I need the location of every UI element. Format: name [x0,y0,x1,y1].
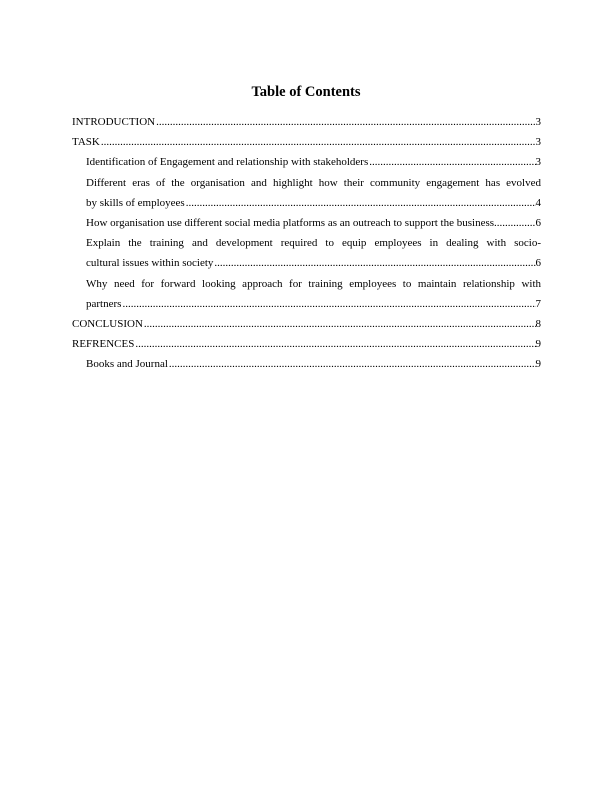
toc-entry-introduction[interactable] [72,112,541,132]
toc-entry-references[interactable] [72,334,541,354]
table-of-contents [72,112,541,375]
toc-leader-dots [369,152,535,172]
toc-entry-text-line1: Why need for forward looking approach for training employees to maintain relationship with [86,277,541,290]
toc-entry-forward-looking[interactable] [86,274,541,314]
toc-entry-text: Identification of Engagement and relationship with stakeholders [86,156,369,169]
toc-leader-dots [494,213,535,233]
toc-page-number: 4 [535,196,541,209]
toc-leader-dots [122,294,535,314]
toc-entry-text: cultural issues within society [86,257,214,270]
toc-entry-text: INTRODUCTION [72,116,156,128]
toc-entry-text: partners [86,297,122,310]
toc-entry-stakeholders[interactable] [86,152,541,172]
toc-page-number: 3 [535,116,541,128]
toc-entry-text-line1: Explain the training and development required to equip employees in dealing with socio- [86,237,541,250]
toc-leader-dots [101,132,536,152]
toc-entry-text: How organisation use different social media platforms as an outreach to support the business [86,217,495,230]
toc-entry-text-line1: Different eras of the organisation and highlight how their community engagement has evolved [86,176,541,189]
toc-page-number: 6 [535,217,541,230]
toc-title: Table of Contents [251,84,361,100]
toc-page-number: 3 [535,136,541,149]
toc-entry-text: Books and Journal [86,358,168,371]
toc-leader-dots [186,193,536,213]
toc-entry-task[interactable] [72,132,541,152]
toc-entry-eras[interactable] [86,173,541,213]
toc-entry-text: REFRENCES [72,338,135,351]
toc-page-number: 9 [535,338,541,351]
toc-leader-dots [135,334,535,354]
toc-entry-text: CONCLUSION [72,318,143,331]
toc-entry-training[interactable] [86,233,541,273]
toc-leader-dots [214,253,535,273]
toc-page-number: 9 [535,358,541,371]
toc-leader-dots [144,314,536,334]
toc-page-number: 7 [535,297,541,310]
toc-page-number: 8 [535,318,541,331]
toc-entry-text: TASK [72,136,100,149]
toc-page-number: 6 [535,257,541,270]
toc-entry-conclusion[interactable] [72,314,541,334]
toc-entry-social-media[interactable] [86,213,541,233]
toc-entry-text: by skills of employees [86,196,185,209]
toc-leader-dots [169,354,536,374]
toc-page-number: 3 [535,156,541,169]
toc-entry-books-journal[interactable] [86,354,541,374]
toc-leader-dots [156,112,535,132]
